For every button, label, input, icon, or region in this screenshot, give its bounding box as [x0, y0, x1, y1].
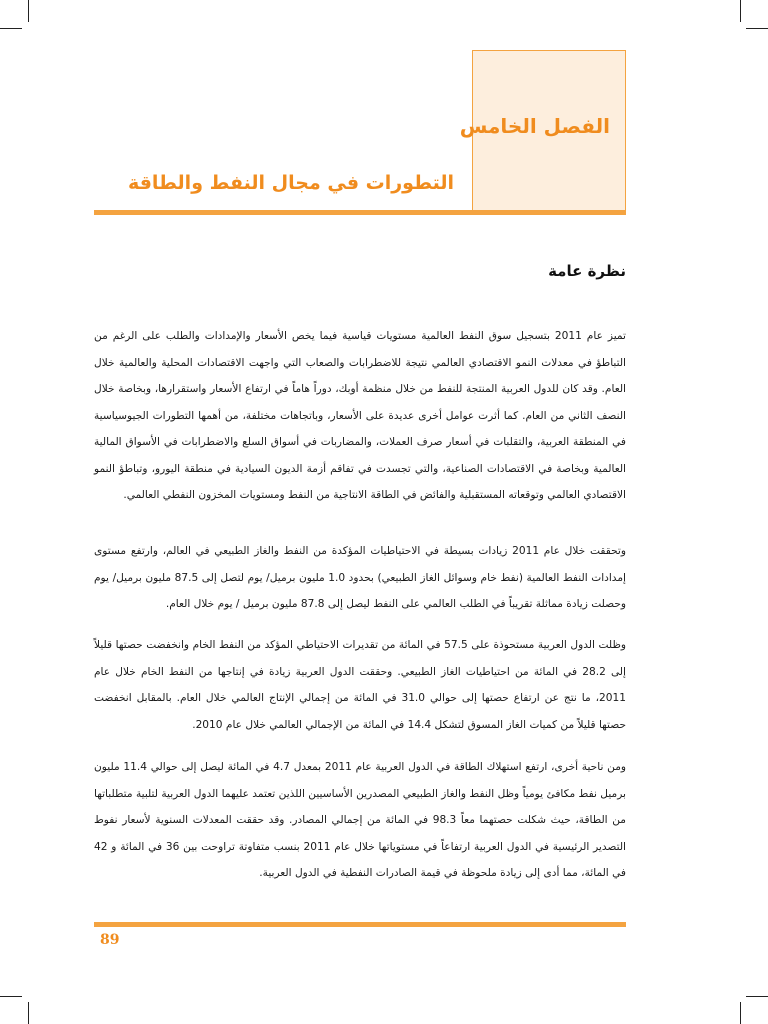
paragraph-1: تميز عام 2011 بتسجيل سوق النفط العالمية مستويات قياسية فيما يخص الأسعار والإمدادات والطلب على الرغم من التباطؤ في معدلات النمو الاقتصادي العالمي نتيجة للاضطرابات والصعاب التي واجهت الاقتصادات المحلية والعالمية خلال العام. وقد كان للدول العربية المنتجة للنفط من خلال منظمة أوبك، دوراً هاماً في ارتفاع الأسعار واستقرارها، وبخاصة خلال النصف الثاني من العام. كما أثرت عوامل أخرى عديدة على الأسعار، وباتجاهات مختلفة، من أهمها التطورات الجيوسياسية في المنطقة العربية، والتقلبات في أسعار صرف العملات، والمضاربات في أسواق السلع والاضطرابات في الأسواق المالية العالمية وبخاصة في الاقتصادات الصناعية، والتي تجسدت في تفاقم أزمة الديون السيادية في منطقة اليورو، وتباطؤ النمو الاقتصادي العالمي وتوقعاته المستقبلية والفائض في الطاقة الانتاجية من النفط ومستويات المخزون النفطي العالمي.	[94, 330, 626, 501]
section-heading: نظرة عامة	[548, 262, 626, 280]
crop-mark-top-right	[740, 0, 741, 22]
title-divider	[94, 210, 626, 215]
paragraph-4: ومن ناحية أخرى، ارتفع استهلاك الطاقة في الدول العربية عام 2011 بمعدل 4.7 في المائة ليصل إلى حوالي 11.4 مليون برميل نفط مكافئ يومياً وظل النفط والغاز الطبيعي المصدرين الأساسيين اللذين تعتمد عليهما الدول العربية لتلبية متطلباتها من الطاقة، حيث شكلت حصتهما معاً 98.3 في المائة من إجمالي المصادر. وقد حققت المعدلات السنوية لأسعار نفوط التصدير الرئيسية في الدول العربية ارتفاعاً في مستوياتها خلال عام 2011 بنسب متفاوتة تراوحت بين 36 في المائة و 42 في المائة، مما أدى إلى زيادة ملحوظة في قيمة الصادرات النفطية في الدول العربية.	[94, 761, 626, 879]
crop-mark-bottom-right	[740, 1002, 741, 1024]
footer-divider	[94, 922, 626, 927]
paragraph-3: وظلت الدول العربية مستحوذة على 57.5 في المائة من تقديرات الاحتياطي المؤكد من النفط الخام وانخفضت حصتها قليلاً إلى 28.2 في المائة من احتياطيات الغاز الطبيعي. وحققت الدول العربية زيادة في إنتاجها من النفط الخام خلال عام 2011، ما نتج عن ارتفاع حصتها إلى حوالي 31.0 في المائة من إجمالي الإنتاج العالمي خلال العام. بالمقابل انخفضت حصتها قليلاً من كميات الغاز المسوق لتشكل 14.4 في المائة من الإجمالي العالمي خلال عام 2010.	[94, 639, 626, 731]
chapter-title: التطورات في مجال النفط والطاقة	[127, 172, 454, 194]
crop-mark-top-left	[28, 0, 29, 22]
page-number: 89	[100, 932, 120, 948]
chapter-label: الفصل الخامس	[459, 114, 610, 138]
crop-mark-top-left-h	[0, 28, 22, 29]
crop-mark-bottom-left-h	[0, 996, 22, 997]
crop-mark-bottom-left	[28, 1002, 29, 1024]
crop-mark-top-right-h	[746, 28, 768, 29]
crop-mark-bottom-right-h	[746, 996, 768, 997]
paragraph-2: وتحققت خلال عام 2011 زيادات بسيطة في الاحتياطيات المؤكدة من النفط والغاز الطبيعي في العالم، وارتفع مستوى إمدادات النفط العالمية (نفط خام وسوائل الغاز الطبيعي) بحدود 1.0 مليون برميل/ يوم لتصل إلى 87.5 مليون برميل/ يوم وحصلت زيادة مماثلة تقريباً في الطلب العالمي على النفط ليصل إلى 87.8 مليون برميل / يوم خلال العام.	[94, 545, 626, 610]
